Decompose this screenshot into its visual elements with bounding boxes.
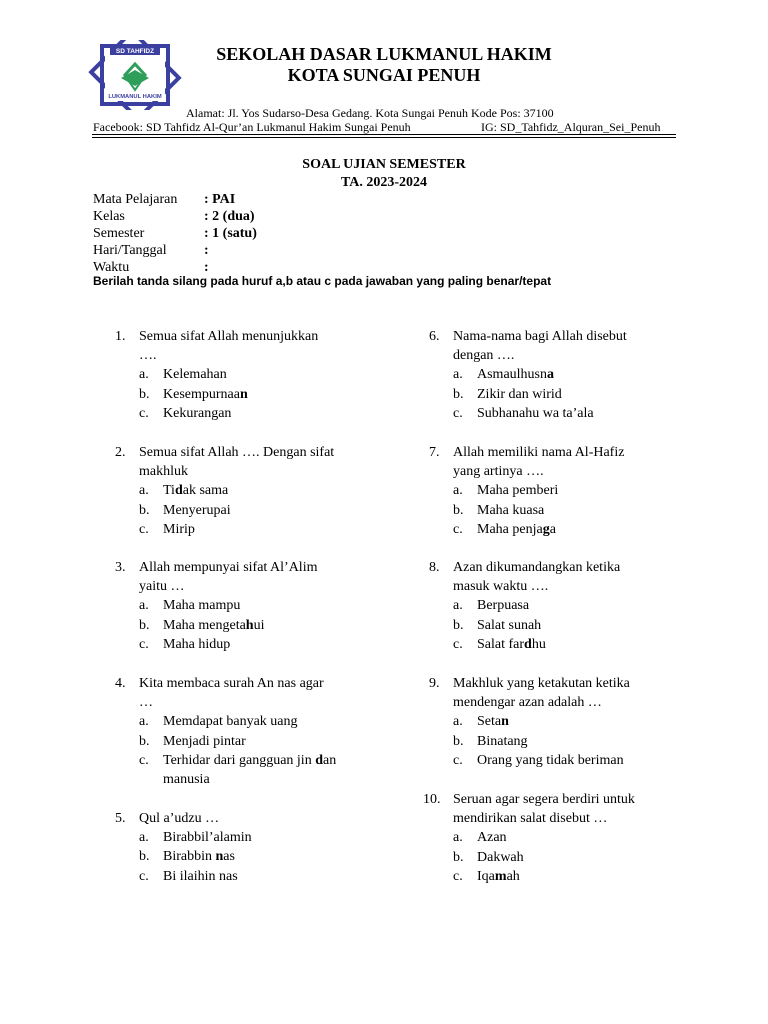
question-text	[115, 674, 375, 712]
option-letter: c.	[139, 868, 149, 884]
answer-option[interactable]	[139, 847, 375, 866]
answer-option[interactable]	[453, 481, 689, 500]
question-line: Allah mempunyai sifat Al’Alim	[139, 560, 318, 575]
question-number: 8.	[429, 560, 440, 575]
question-line: Nama-nama bagi Allah disebut	[453, 329, 627, 344]
option-text-part: Azan	[477, 830, 507, 846]
option-text-part: ak sama	[182, 483, 229, 499]
option-letter: a.	[139, 830, 149, 846]
option-text-part: a	[549, 521, 556, 537]
answer-option[interactable]	[453, 751, 689, 770]
question-line: ….	[139, 348, 157, 364]
question-number: 9.	[429, 676, 440, 691]
option-text-part: Kelemahan	[163, 367, 227, 383]
option-text-part: Salat far	[477, 636, 525, 652]
option-text-part: Seta	[477, 714, 502, 730]
exam-year: TA. 2023-2024	[340, 175, 428, 190]
option-letter: a.	[139, 714, 149, 730]
option-text	[477, 753, 624, 768]
option-text-part: Kesempurnaa	[163, 386, 240, 402]
option-text	[163, 406, 231, 421]
option-text-bold: d	[524, 636, 532, 652]
option-text-part: Kekurangan	[163, 405, 232, 421]
option-letter: a.	[453, 483, 463, 499]
option-text-continued: manusia	[163, 772, 210, 788]
option-text-bold: d	[315, 752, 323, 768]
school-address: Alamat: Jl. Yos Sudarso-Desa Gedang. Kota Sungai Penuh Kode Pos: 37100	[186, 106, 554, 120]
instagram-handle: IG: SD_Tahfidz_Alquran_Sei_Penuh	[481, 120, 661, 134]
question-number: 4.	[115, 676, 126, 691]
question-7	[429, 443, 689, 539]
option-letter: c.	[139, 521, 149, 537]
question-line: makhluk	[139, 464, 188, 480]
question-line: …	[139, 695, 153, 711]
option-text	[477, 618, 541, 633]
question-number: 3.	[115, 560, 126, 575]
option-text-part: Maha hidup	[163, 636, 231, 652]
question-text	[429, 674, 689, 712]
option-letter: b.	[139, 502, 150, 518]
answer-option[interactable]	[453, 385, 689, 404]
option-text-part: ui	[253, 617, 265, 633]
option-text-part: Dakwah	[477, 849, 524, 865]
question-line: yang artinya ….	[453, 464, 544, 480]
question-line: Makhluk yang ketakutan ketika	[453, 676, 630, 691]
answer-option[interactable]	[453, 828, 689, 847]
answer-option[interactable]	[139, 365, 375, 384]
option-text-part: Maha mampu	[163, 598, 241, 614]
option-text	[477, 598, 529, 613]
option-letter: b.	[453, 733, 464, 749]
question-text	[115, 327, 375, 365]
question-number: 10.	[423, 792, 441, 807]
answer-option[interactable]	[139, 712, 375, 731]
option-letter: a.	[453, 830, 463, 846]
option-letter: a.	[139, 367, 149, 383]
option-text	[163, 830, 252, 845]
answer-option[interactable]	[139, 616, 375, 635]
question-line: Semua sifat Allah …. Dengan sifat	[139, 445, 335, 460]
option-text	[477, 406, 594, 421]
header-divider-thin	[92, 137, 676, 138]
question-text	[429, 443, 689, 481]
question-number: 6.	[429, 329, 440, 344]
option-text	[163, 483, 228, 498]
answer-option[interactable]	[453, 712, 689, 731]
option-letter: b.	[453, 386, 464, 402]
option-letter: c.	[453, 868, 463, 884]
option-letter: a.	[453, 714, 463, 730]
answer-option[interactable]	[453, 848, 689, 867]
answer-option[interactable]	[453, 867, 689, 886]
option-text	[163, 598, 240, 613]
question-number: 2.	[115, 445, 126, 460]
answer-option[interactable]	[139, 481, 375, 500]
question-text	[115, 443, 375, 481]
answer-option[interactable]	[139, 385, 375, 404]
option-text-part: Birabbil’alamin	[163, 830, 252, 846]
option-text	[477, 637, 546, 652]
option-letter: a.	[139, 483, 149, 499]
answer-option[interactable]	[453, 616, 689, 635]
option-text-part: ah	[506, 868, 520, 884]
option-letter: b.	[139, 733, 150, 749]
question-10	[423, 790, 689, 886]
option-text	[163, 869, 238, 884]
option-text-part: an	[323, 752, 337, 768]
answer-option[interactable]	[453, 635, 689, 654]
question-number: 7.	[429, 445, 440, 460]
question-9	[429, 674, 689, 770]
option-text-part: Subhanahu wa ta’ala	[477, 405, 594, 421]
question-line: mendengar azan adalah …	[453, 695, 602, 711]
question-8	[429, 558, 689, 654]
question-line: dengan ….	[453, 348, 515, 364]
header-divider	[92, 134, 676, 135]
option-text	[163, 753, 336, 768]
question-line: Azan dikumandangkan ketika	[453, 560, 621, 575]
option-text-part: Maha kuasa	[477, 502, 545, 518]
option-text-part: Mirip	[163, 521, 195, 537]
facebook-handle: Facebook: SD Tahfidz Al-Qur’an Lukmanul Hakim Sungai Penuh	[93, 120, 411, 134]
option-text-part: Birabbin	[163, 849, 216, 865]
question-2	[115, 443, 375, 539]
instruction: Berilah tanda silang pada huruf a,b atau c pada jawaban yang paling benar/tepat	[93, 274, 552, 288]
answer-option[interactable]	[453, 501, 689, 520]
option-text	[477, 503, 544, 518]
answer-option[interactable]	[139, 520, 375, 539]
info-row	[93, 242, 209, 259]
answer-option[interactable]	[139, 828, 375, 847]
info-value: :	[204, 260, 209, 275]
answer-option[interactable]	[139, 732, 375, 751]
option-text	[163, 734, 246, 749]
question-line: Kita membaca surah An nas agar	[139, 676, 324, 691]
option-letter: c.	[453, 521, 463, 537]
info-value: : PAI	[204, 192, 236, 207]
question-line: mendirikan salat disebut …	[453, 811, 608, 827]
option-text	[477, 714, 509, 729]
question-text	[115, 558, 375, 596]
question-line: yaitu …	[139, 579, 185, 595]
option-text-part: Orang yang tidak beriman	[477, 752, 624, 768]
option-letter: c.	[139, 752, 149, 768]
option-text	[477, 367, 554, 382]
answer-option[interactable]	[453, 404, 689, 423]
option-letter: b.	[453, 849, 464, 865]
answer-option[interactable]	[139, 501, 375, 520]
option-text-part: Memdapat banyak uang	[163, 714, 298, 730]
option-letter: c.	[453, 405, 463, 421]
question-text	[429, 327, 689, 365]
option-letter: c.	[453, 752, 463, 768]
question-5	[115, 809, 375, 886]
option-text	[477, 869, 520, 884]
answer-option[interactable]	[139, 635, 375, 654]
option-text	[163, 714, 298, 729]
option-text-part: as	[223, 849, 235, 865]
option-letter: b.	[139, 849, 150, 865]
info-label: Hari/Tanggal	[93, 243, 167, 258]
option-text-bold: d	[174, 483, 183, 499]
info-value: : 1 (satu)	[204, 226, 257, 241]
answer-option[interactable]	[139, 404, 375, 423]
option-letter: b.	[453, 502, 464, 518]
option-text-bold: a	[547, 367, 554, 383]
svg-text:SD TAHFIDZ: SD TAHFIDZ	[115, 48, 155, 55]
answer-option[interactable]	[453, 596, 689, 615]
option-text	[163, 618, 264, 633]
option-letter: c.	[139, 405, 149, 421]
option-text-part: Maha pemberi	[477, 483, 559, 499]
option-text-part: Asmaulhusn	[477, 367, 547, 383]
question-line: Allah memiliki nama Al-Hafiz	[453, 445, 625, 460]
school-city: KOTA SUNGAI PENUH	[287, 65, 481, 85]
info-row	[93, 208, 255, 225]
option-letter: c.	[453, 636, 463, 652]
option-text-part: Binatang	[477, 733, 528, 749]
option-text-bold: m	[494, 868, 507, 884]
question-line: masuk waktu ….	[453, 579, 549, 595]
exam-title: SOAL UJIAN SEMESTER	[302, 157, 466, 172]
option-text	[163, 637, 230, 652]
option-text-bold: g	[542, 521, 550, 537]
option-text	[477, 387, 562, 402]
info-value: :	[204, 243, 209, 258]
question-3	[115, 558, 375, 654]
option-text-bold: h	[245, 617, 254, 633]
question-6	[429, 327, 689, 423]
option-letter: b.	[453, 617, 464, 633]
question-number: 1.	[115, 329, 126, 344]
option-text-part: Ti	[163, 483, 175, 499]
option-text-part: Salat sunah	[477, 617, 542, 633]
question-text	[429, 558, 689, 596]
option-text-bold: n	[501, 714, 509, 730]
option-text-bold: n	[215, 849, 224, 865]
info-label: Semester	[93, 226, 145, 241]
question-line: Qul a’udzu …	[139, 811, 220, 826]
option-text-part: Zikir dan wirid	[477, 386, 562, 402]
answer-option[interactable]	[139, 867, 375, 886]
option-letter: a.	[453, 367, 463, 383]
option-text-part: Maha mengeta	[163, 617, 246, 633]
option-text	[163, 522, 195, 537]
school-name: SEKOLAH DASAR LUKMANUL HAKIM	[216, 44, 552, 64]
option-letter: b.	[139, 617, 150, 633]
info-row	[93, 191, 235, 208]
option-text	[477, 522, 556, 537]
option-text	[477, 734, 528, 749]
option-text	[477, 483, 558, 498]
answer-option[interactable]	[139, 751, 375, 789]
option-text	[477, 830, 507, 845]
option-text-part: Iqa	[477, 868, 495, 884]
answer-option[interactable]	[453, 520, 689, 539]
option-text	[163, 387, 248, 402]
option-text-part: Menyerupai	[163, 502, 231, 518]
option-letter: a.	[139, 598, 149, 614]
question-text	[115, 809, 375, 828]
answer-option[interactable]	[453, 365, 689, 384]
option-text-part: Berpuasa	[477, 598, 530, 614]
info-row	[93, 225, 257, 242]
option-letter: a.	[453, 598, 463, 614]
option-text	[163, 849, 235, 864]
option-text-part: hu	[531, 636, 546, 652]
question-text	[423, 790, 689, 828]
option-text-part: Maha penja	[477, 521, 543, 537]
answer-option[interactable]	[453, 732, 689, 751]
info-label: Mata Pelajaran	[93, 192, 178, 207]
info-value: : 2 (dua)	[204, 209, 255, 224]
question-1	[115, 327, 375, 423]
option-text	[477, 850, 524, 865]
option-text-bold: n	[239, 386, 248, 402]
option-letter: b.	[139, 386, 150, 402]
question-line: Semua sifat Allah menunjukkan	[139, 329, 319, 344]
option-text-part: Bi ilaihin nas	[163, 868, 238, 884]
option-text-part: Terhidar dari gangguan jin	[163, 752, 316, 768]
option-letter: c.	[139, 636, 149, 652]
option-text	[163, 503, 231, 518]
question-number: 5.	[115, 811, 126, 826]
option-text-part: Menjadi pintar	[163, 733, 246, 749]
question-4	[115, 674, 375, 789]
info-label: Kelas	[93, 209, 125, 224]
svg-text:LUKMANUL HAKIM: LUKMANUL HAKIM	[108, 94, 162, 100]
info-label: Waktu	[93, 260, 130, 275]
question-line: Seruan agar segera berdiri untuk	[453, 792, 635, 807]
option-text	[163, 367, 227, 382]
answer-option[interactable]	[139, 596, 375, 615]
